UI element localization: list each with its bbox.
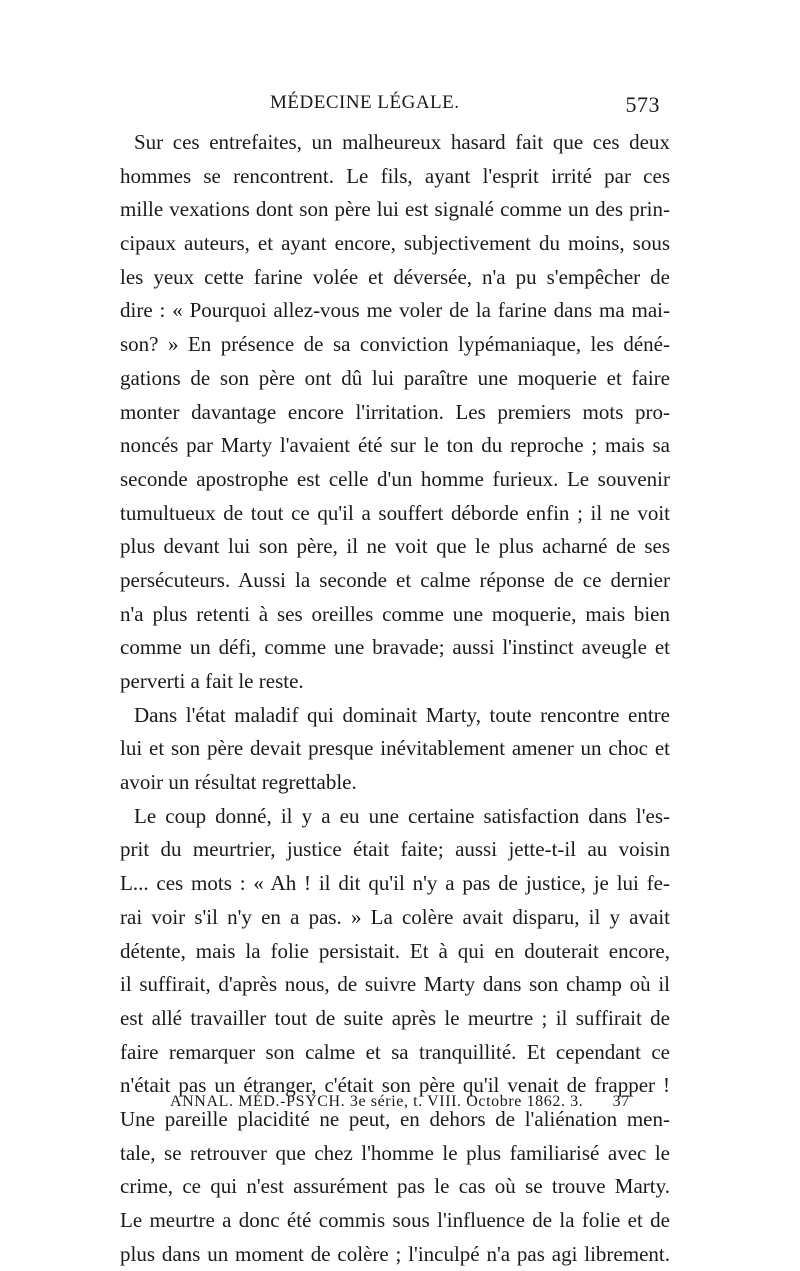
text-line: cipaux auteurs, et ayant encore, subjectivement du moins, sous [120,231,670,256]
text-line: persécuteurs. Aussi la seconde et calme réponse de ce dernier [120,567,670,592]
running-title: MÉDECINE LÉGALE. [270,92,460,113]
text-line: n'a plus retenti à ses oreilles comme une moquerie, mais bien [120,601,670,626]
text-line: faire remarquer son calme et sa tranquillité. Et cependant ce [120,1039,670,1064]
text-line: noncés par Marty l'avaient été sur le ton du reproche ; mais sa [120,433,670,458]
text-line: perverti a fait le reste. [120,669,304,693]
text-line: Le meurtre a donc été commis sous l'influence de la folie et de [120,1208,670,1232]
text-line: Une pareille placidité ne peut, en dehors de l'aliénation men- [120,1106,670,1131]
text-line: Sur ces entrefaites, un malheureux hasard fait que ces deux [134,130,670,154]
text-line: hommes se rencontrent. Le fils, ayant l'esprit irrité par ces [120,163,670,188]
footer-signature-line [170,1093,630,1111]
text-line: son? » En présence de sa conviction lypémaniaque, les déné- [120,332,670,357]
text-line: plus devant lui son père, il ne voit que le plus acharné de ses [120,534,670,559]
text-line: rai voir s'il n'y en a pas. » La colère avait disparu, il y avait [120,904,670,929]
text-line: prit du meurtrier, justice était faite; aussi jette-t-il au voisin [120,837,670,862]
sheet-number: 37 [612,1093,630,1110]
text-line: avoir un résultat regrettable. [120,770,357,795]
text-line: gations de son père ont dû lui paraître une moquerie et faire [120,365,670,390]
text-line: L... ces mots : « Ah ! il dit qu'il n'y a pas de justice, je lui fe- [120,871,670,896]
page-number: 573 [625,92,660,117]
text-line: lui et son père devait presque inévitablement amener un choc et [120,736,670,761]
text-line: Le coup donné, il y a eu une certaine satisfaction dans l'es- [134,803,670,828]
text-line: il suffirait, d'après nous, de suivre Marty dans son champ où il [120,972,670,997]
text-line: comme un défi, comme une bravade; aussi l'instinct aveugle et [120,635,670,660]
text-line: dire : « Pourquoi allez-vous me voler de la farine dans ma mai- [120,298,670,323]
running-header [120,92,660,122]
text-line: tale, se retrouver que chez l'homme le plus familiarisé avec le [120,1140,670,1165]
printer-signature: ANNAL. MÉD.-PSYCH. 3e série, t. VIII. Octobre 1862. 3. [170,1093,584,1110]
text-line: est allé travailler tout de suite après le meurtre ; il suffirait de [120,1005,670,1030]
text-line: mille vexations dont son père lui est signalé comme un des prin- [120,197,670,222]
text-line: n'était pas un étranger, c'était son père qu'il venait de frapper ! [120,1073,670,1098]
text-line: tumultueux de tout ce qu'il a souffert déborde enfin ; il ne voit [120,500,670,525]
text-line: crime, ce qui n'est assurément pas le cas où se trouve Marty. [120,1174,670,1199]
text-line: les yeux cette farine volée et déversée, n'a pu s'empêcher de [120,264,670,289]
text-line: monter davantage encore l'irritation. Les premiers mots pro- [120,399,670,424]
text-line: Dans l'état maladif qui dominait Marty, toute rencontre entre [134,702,670,727]
text-line: détente, mais la folie persistait. Et à qui en douterait encore, [120,938,670,963]
text-line: plus dans un moment de colère ; l'inculpé n'a pas agi librement. [120,1241,670,1266]
text-line: seconde apostrophe est celle d'un homme furieux. Le souvenir [120,466,670,491]
